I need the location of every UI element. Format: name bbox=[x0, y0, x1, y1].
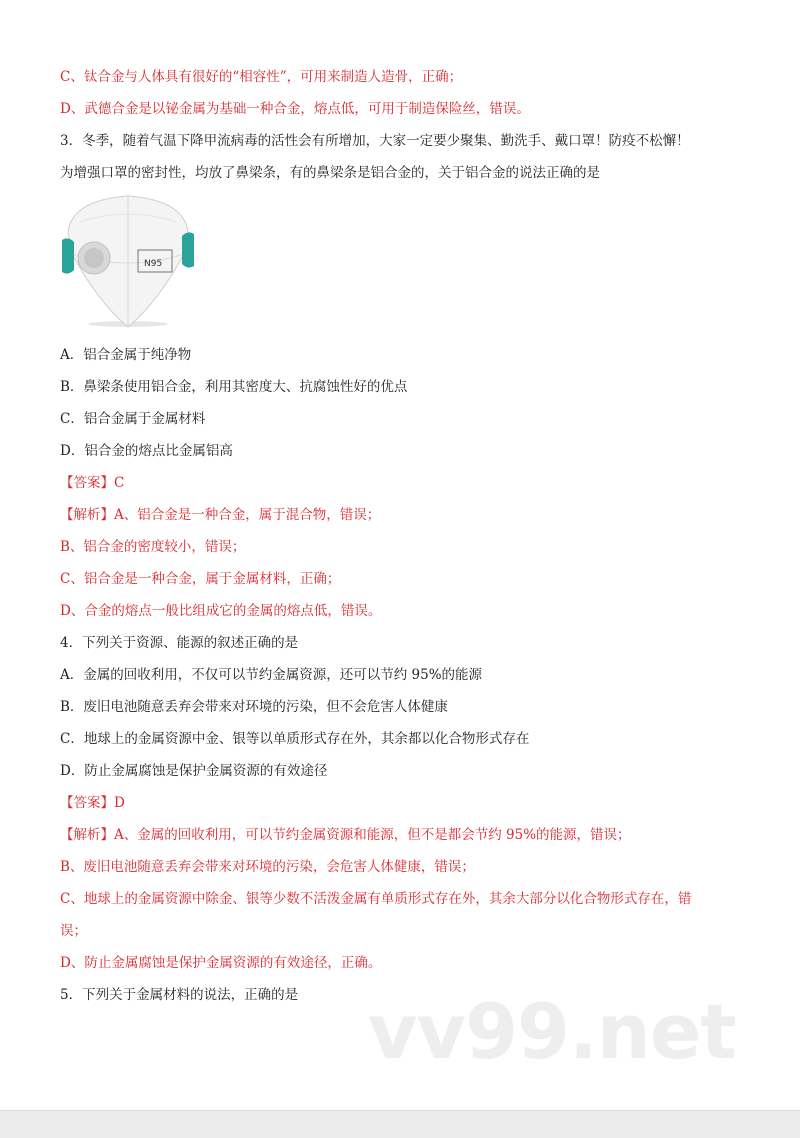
analysis-3-c: C、铝合金是一种合金，属于金属材料，正确； bbox=[60, 571, 341, 587]
question-3-stem-line2: 为增强口罩的密封性，均放了鼻梁条，有的鼻梁条是铝合金的，关于铝合金的说法正确的是 bbox=[60, 165, 600, 181]
option-3b: B．鼻梁条使用铝合金，利用其密度大、抗腐蚀性好的优点 bbox=[60, 379, 408, 395]
analysis-4-a: 【解析】A、金属的回收利用，可以节约金属资源和能源，但不是都会节约 95%的能源，错误； bbox=[60, 827, 631, 843]
option-4a: A．金属的回收利用，不仅可以节约金属资源，还可以节约 95%的能源 bbox=[60, 667, 483, 683]
analysis-3-a: 【解析】A、铝合金是一种合金，属于混合物，错误； bbox=[60, 507, 381, 523]
analysis-3-d: D、合金的熔点一般比组成它的金属的熔点低，错误。 bbox=[60, 603, 382, 619]
answer-3: 【答案】C bbox=[60, 475, 125, 491]
question-4-stem: 4．下列关于资源、能源的叙述正确的是 bbox=[60, 635, 299, 651]
analysis-line-c-titanium: C、钛合金与人体具有很好的“相容性”，可用来制造人造骨，正确； bbox=[60, 69, 463, 85]
option-4b: B．废旧电池随意丢弃会带来对环境的污染，但不会危害人体健康 bbox=[60, 699, 448, 715]
analysis-line-d-wood-alloy: D、武德合金是以铋金属为基础一种合金，熔点低，可用于制造保险丝，错误。 bbox=[60, 101, 530, 117]
analysis-4-c-line1: C、地球上的金属资源中除金、银等少数不活泼金属有单质形式存在外，其余大部分以化合物形式存在，错 bbox=[60, 891, 692, 907]
option-3c: C．铝合金属于金属材料 bbox=[60, 411, 206, 427]
analysis-4-d: D、防止金属腐蚀是保护金属资源的有效途径，正确。 bbox=[60, 955, 382, 971]
analysis-4-b: B、废旧电池随意丢弃会带来对环境的污染，会危害人体健康，错误； bbox=[60, 859, 475, 875]
analysis-4-c-line2: 误； bbox=[60, 923, 87, 939]
option-4d: D．防止金属腐蚀是保护金属资源的有效途径 bbox=[60, 763, 328, 779]
option-3a: A．铝合金属于纯净物 bbox=[60, 347, 192, 363]
n95-mask-image bbox=[58, 192, 198, 330]
option-3d: D．铝合金的熔点比金属铝高 bbox=[60, 443, 233, 459]
question-3-stem-line1: 3．冬季，随着气温下降甲流病毒的活性会有所增加，大家一定要少聚集、勤洗手、戴口罩！防疫不松懈！ bbox=[60, 133, 690, 149]
analysis-3-b: B、铝合金的密度较小，错误； bbox=[60, 539, 246, 555]
viewer-bottom-strip bbox=[0, 1110, 800, 1138]
answer-4: 【答案】D bbox=[60, 795, 125, 811]
option-4c: C．地球上的金属资源中金、银等以单质形式存在外，其余都以化合物形式存在 bbox=[60, 731, 530, 747]
watermark-text: vv99.net bbox=[368, 987, 736, 1076]
mask-n95-label: N95 bbox=[144, 259, 163, 269]
question-5-stem: 5．下列关于金属材料的说法，正确的是 bbox=[60, 987, 299, 1003]
